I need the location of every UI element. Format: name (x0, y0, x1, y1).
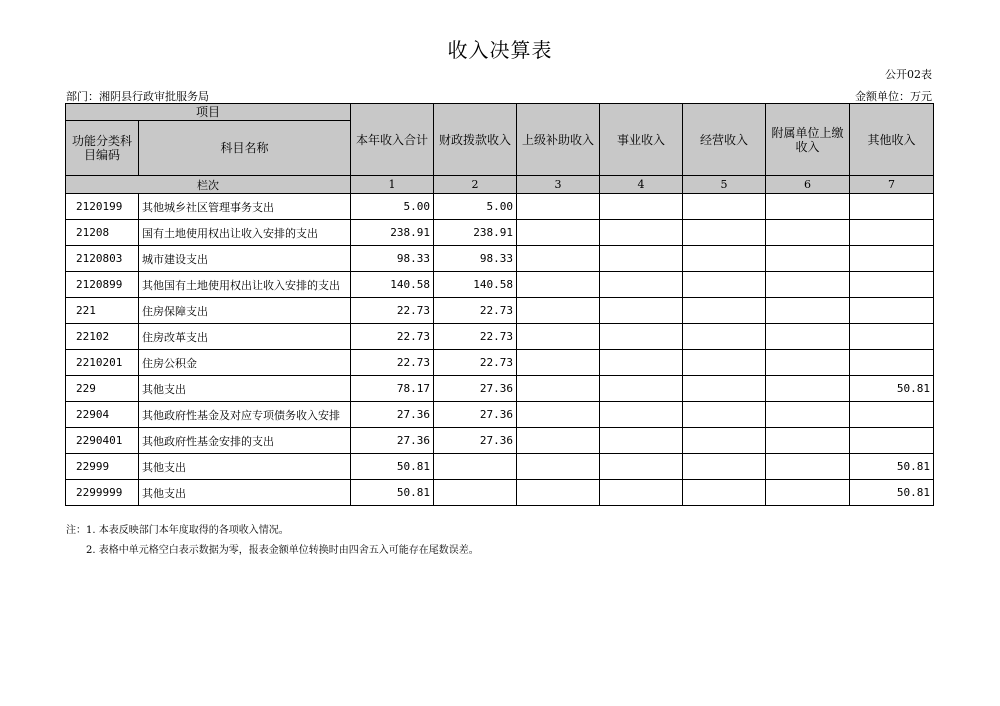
cell-name: 国有土地使用权出让收入安排的支出 (139, 220, 351, 246)
header-other: 其他收入 (850, 104, 934, 176)
cell-code: 2120199 (66, 194, 139, 220)
cell-fiscal: 98.33 (434, 246, 517, 272)
cell-code: 2120803 (66, 246, 139, 272)
index-col-6: 6 (766, 176, 850, 194)
cell-affiliated (766, 298, 850, 324)
table-row (66, 246, 934, 272)
table-row (66, 324, 934, 350)
cell-code: 2120899 (66, 272, 139, 298)
header-affiliated: 附属单位上缴收入 (766, 104, 850, 176)
cell-affiliated (766, 220, 850, 246)
cell-business (600, 298, 683, 324)
cell-affiliated (766, 402, 850, 428)
cell-name: 城市建设支出 (139, 246, 351, 272)
cell-operating (683, 194, 766, 220)
cell-total: 22.73 (351, 350, 434, 376)
cell-fiscal: 27.36 (434, 428, 517, 454)
cell-superior (517, 246, 600, 272)
cell-name: 住房改革支出 (139, 324, 351, 350)
cell-other (850, 298, 934, 324)
table-row (66, 480, 934, 506)
cell-affiliated (766, 428, 850, 454)
cell-fiscal: 27.36 (434, 402, 517, 428)
cell-name: 其他城乡社区管理事务支出 (139, 194, 351, 220)
header-name: 科目名称 (139, 121, 351, 176)
cell-code: 229 (66, 376, 139, 402)
cell-business (600, 220, 683, 246)
table-row (66, 402, 934, 428)
cell-business (600, 350, 683, 376)
cell-code: 2290401 (66, 428, 139, 454)
cell-total: 98.33 (351, 246, 434, 272)
index-col-3: 3 (517, 176, 600, 194)
cell-fiscal: 22.73 (434, 298, 517, 324)
cell-operating (683, 324, 766, 350)
cell-total: 50.81 (351, 454, 434, 480)
cell-operating (683, 246, 766, 272)
cell-affiliated (766, 324, 850, 350)
form-code: 公开02表 (885, 68, 932, 81)
header-fiscal: 财政拨款收入 (434, 104, 517, 176)
cell-other (850, 272, 934, 298)
cell-other (850, 246, 934, 272)
cell-fiscal (434, 454, 517, 480)
cell-superior (517, 220, 600, 246)
cell-affiliated (766, 246, 850, 272)
index-label: 栏次 (66, 176, 351, 194)
cell-name: 其他国有土地使用权出让收入安排的支出 (139, 272, 351, 298)
table-row (66, 350, 934, 376)
cell-business (600, 454, 683, 480)
amount-unit-label: 金额单位：万元 (855, 90, 932, 103)
cell-name: 其他支出 (139, 480, 351, 506)
index-col-2: 2 (434, 176, 517, 194)
cell-operating (683, 298, 766, 324)
cell-superior (517, 194, 600, 220)
cell-total: 22.73 (351, 324, 434, 350)
cell-business (600, 194, 683, 220)
cell-superior (517, 298, 600, 324)
income-table (65, 103, 934, 506)
cell-other (850, 428, 934, 454)
cell-other (850, 194, 934, 220)
report-title: 收入决算表 (447, 38, 553, 62)
cell-operating (683, 428, 766, 454)
table-row (66, 194, 934, 220)
cell-code: 22102 (66, 324, 139, 350)
note-2: 2. 表格中单元格空白表示数据为零，报表金额单位转换时由四舍五入可能存在尾数误差。 (86, 545, 479, 556)
header-superior: 上级补助收入 (517, 104, 600, 176)
cell-name: 其他政府性基金及对应专项债务收入安排 (139, 402, 351, 428)
index-col-4: 4 (600, 176, 683, 194)
cell-name: 其他支出 (139, 454, 351, 480)
cell-operating (683, 350, 766, 376)
cell-total: 50.81 (351, 480, 434, 506)
cell-operating (683, 272, 766, 298)
cell-operating (683, 402, 766, 428)
cell-superior (517, 324, 600, 350)
cell-code: 21208 (66, 220, 139, 246)
cell-affiliated (766, 350, 850, 376)
cell-code: 22999 (66, 454, 139, 480)
cell-business (600, 272, 683, 298)
cell-affiliated (766, 480, 850, 506)
cell-fiscal: 22.73 (434, 350, 517, 376)
table-row (66, 220, 934, 246)
cell-business (600, 324, 683, 350)
header-total: 本年收入合计 (351, 104, 434, 176)
department-label: 部门：湘阴县行政审批服务局 (66, 90, 209, 103)
cell-code: 2210201 (66, 350, 139, 376)
cell-fiscal: 140.58 (434, 272, 517, 298)
cell-operating (683, 220, 766, 246)
header-code: 功能分类科目编码 (66, 121, 139, 176)
cell-operating (683, 480, 766, 506)
cell-fiscal: 27.36 (434, 376, 517, 402)
cell-total: 238.91 (351, 220, 434, 246)
cell-total: 140.58 (351, 272, 434, 298)
cell-code: 2299999 (66, 480, 139, 506)
cell-operating (683, 376, 766, 402)
cell-total: 78.17 (351, 376, 434, 402)
index-col-7: 7 (850, 176, 934, 194)
cell-operating (683, 454, 766, 480)
table-row (66, 428, 934, 454)
cell-affiliated (766, 376, 850, 402)
cell-code: 221 (66, 298, 139, 324)
cell-total: 27.36 (351, 428, 434, 454)
cell-fiscal: 238.91 (434, 220, 517, 246)
cell-name: 住房保障支出 (139, 298, 351, 324)
cell-affiliated (766, 194, 850, 220)
cell-superior (517, 350, 600, 376)
cell-business (600, 402, 683, 428)
cell-total: 27.36 (351, 402, 434, 428)
table-row (66, 376, 934, 402)
cell-affiliated (766, 272, 850, 298)
cell-superior (517, 454, 600, 480)
table-row (66, 272, 934, 298)
cell-superior (517, 376, 600, 402)
cell-fiscal (434, 480, 517, 506)
cell-business (600, 428, 683, 454)
cell-other (850, 220, 934, 246)
cell-name: 其他支出 (139, 376, 351, 402)
cell-other (850, 324, 934, 350)
cell-other (850, 402, 934, 428)
cell-business (600, 246, 683, 272)
cell-fiscal: 5.00 (434, 194, 517, 220)
cell-code: 22904 (66, 402, 139, 428)
cell-other: 50.81 (850, 454, 934, 480)
header-project: 项目 (66, 104, 351, 121)
cell-superior (517, 402, 600, 428)
cell-total: 22.73 (351, 298, 434, 324)
header-operating: 经营收入 (683, 104, 766, 176)
cell-other (850, 350, 934, 376)
cell-superior (517, 428, 600, 454)
cell-name: 其他政府性基金安排的支出 (139, 428, 351, 454)
cell-business (600, 376, 683, 402)
cell-name: 住房公积金 (139, 350, 351, 376)
cell-superior (517, 272, 600, 298)
note-1: 注：1. 本表反映部门本年度取得的各项收入情况。 (66, 525, 289, 536)
cell-affiliated (766, 454, 850, 480)
table-row (66, 298, 934, 324)
cell-fiscal: 22.73 (434, 324, 517, 350)
cell-business (600, 480, 683, 506)
cell-superior (517, 480, 600, 506)
cell-other: 50.81 (850, 376, 934, 402)
index-col-5: 5 (683, 176, 766, 194)
index-col-1: 1 (351, 176, 434, 194)
notes (66, 521, 479, 561)
header-business: 事业收入 (600, 104, 683, 176)
table-row (66, 454, 934, 480)
cell-total: 5.00 (351, 194, 434, 220)
cell-other: 50.81 (850, 480, 934, 506)
